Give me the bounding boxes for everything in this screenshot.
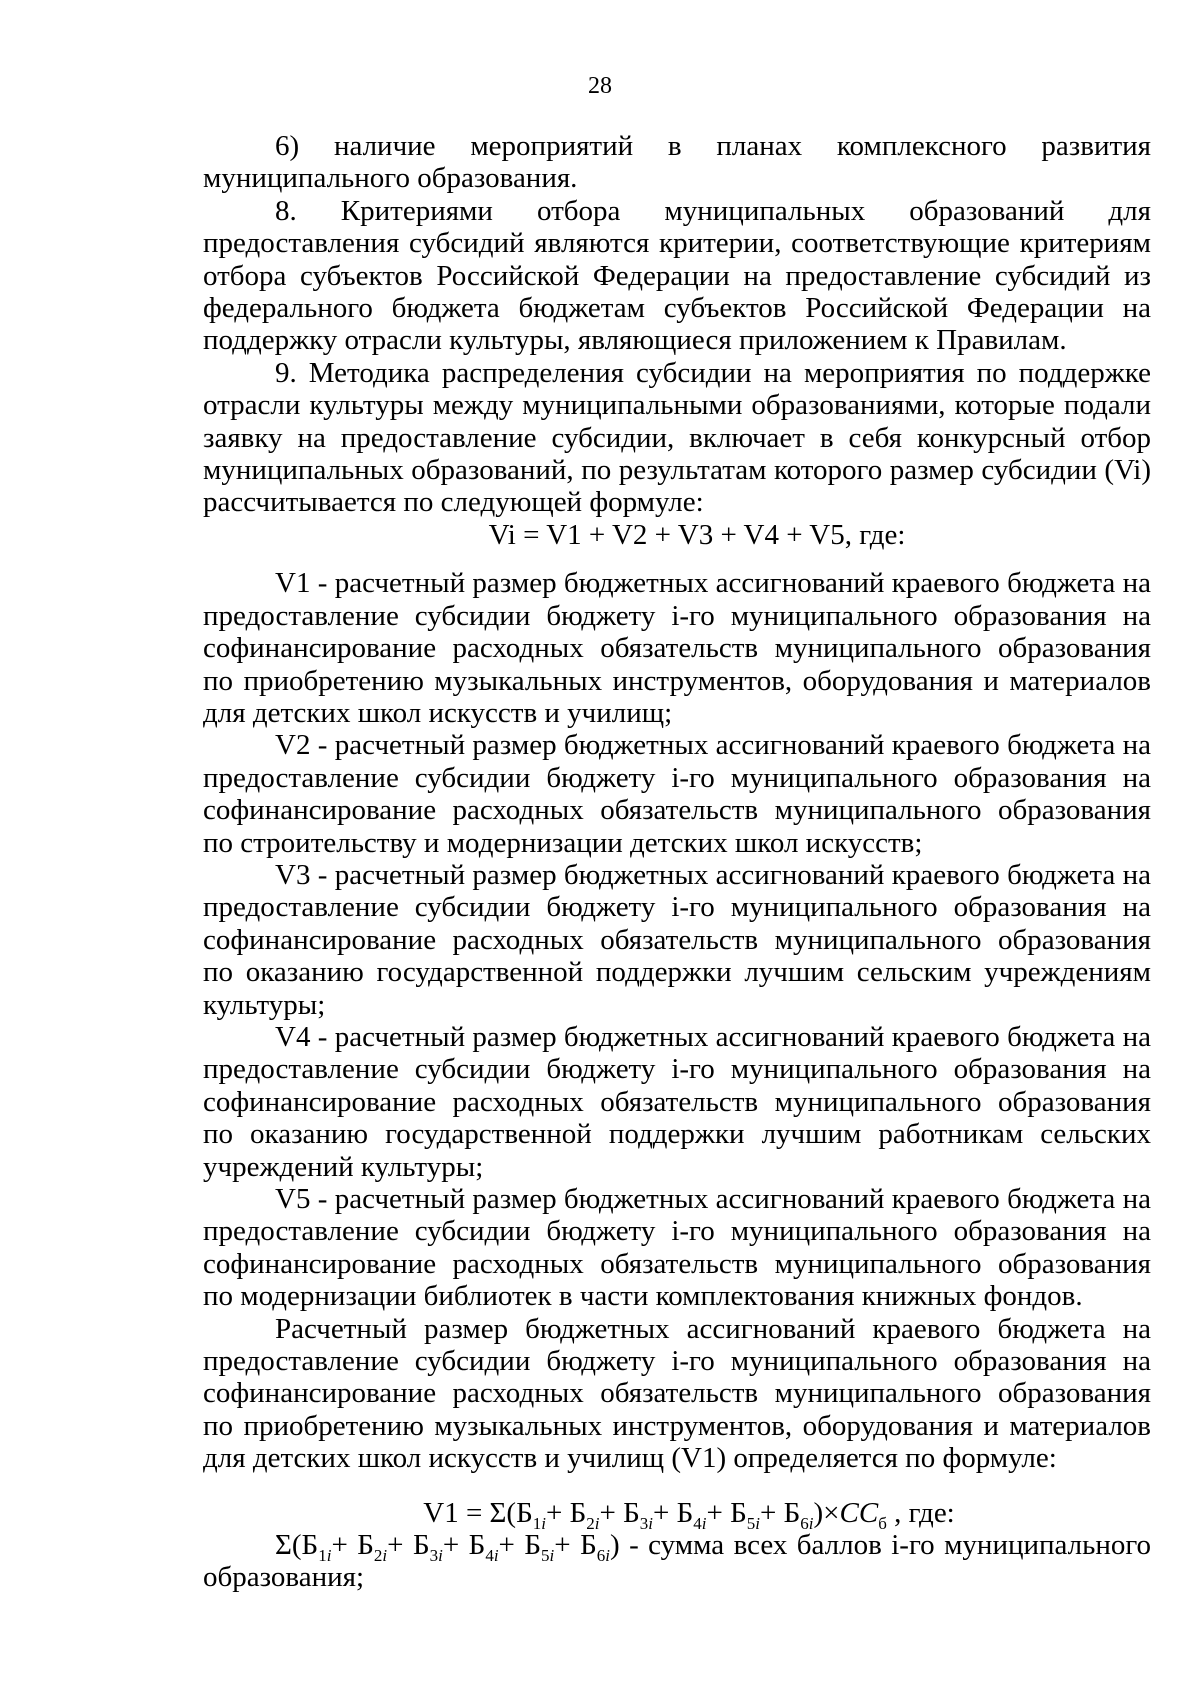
sum-terms <box>301 1529 620 1565</box>
sum-term-2-subscript: 2i <box>373 1545 388 1565</box>
sum-term-5-separator: + <box>554 1529 581 1562</box>
sum-term-3-subscript: 3i <box>429 1545 443 1565</box>
sum-term-1: Б <box>301 1529 319 1562</box>
sum-term-2: Б <box>357 1529 374 1562</box>
paragraph-v1-calculation: Расчетный размер бюджетных ассигнований краевого бюджета на предоставление субсидии бюджету i-го муниципального образования на софинансирование расходных обязательств муниципального образования по приобретению музыкальных инструментов, оборудования и материалов для детских школ искусств и училищ (V1) определяется по формуле: <box>203 1312 1151 1475</box>
sum-term-4-subscript: 4i <box>485 1545 499 1565</box>
sum-term-5-subscript: 5i <box>541 1545 555 1565</box>
formula-v1-cc: СС <box>839 1496 879 1529</box>
page-number: 28 <box>588 73 612 99</box>
formula-v1-term-3: Б <box>623 1496 640 1529</box>
sum-term-3-separator: + <box>442 1529 469 1562</box>
formula-v1-term-2: Б <box>569 1496 587 1529</box>
formula-v1 <box>203 1496 1151 1533</box>
formula-v1-term-4: Б <box>676 1496 694 1529</box>
formula-v1-suffix: , где: <box>886 1496 955 1529</box>
sum-term-6-separator: ) <box>609 1529 620 1562</box>
sum-definition <box>203 1529 1151 1594</box>
formula-v1-term-6-subscript: 6i <box>800 1513 814 1533</box>
formula-v1-prefix: V1 = Σ( <box>423 1496 517 1529</box>
sum-term-1-separator: + <box>331 1529 358 1562</box>
formula-v1-term-5-subscript: 5i <box>746 1513 760 1533</box>
formula-v1-term-4-subscript: 4i <box>693 1513 707 1533</box>
formula-v1-term-6: Б <box>783 1496 801 1529</box>
sum-term-5: Б <box>524 1529 542 1562</box>
definition-v1: V1 - расчетный размер бюджетных ассигнований краевого бюджета на предоставление субсидии бюджету i-го муниципального образования на софинансирование расходных обязательств муниципального образования по приобретению музыкальных инструментов, оборудования и материалов для детских школ искусств и училищ; <box>203 567 1151 729</box>
sum-term-6: Б <box>580 1529 597 1562</box>
definition-v4: V4 - расчетный размер бюджетных ассигнований краевого бюджета на предоставление субсидии бюджету i-го муниципального образования на софинансирование расходных обязательств муниципального образования по оказанию государственной поддержки лучшим работникам сельских учреждений культуры; <box>203 1020 1151 1183</box>
formula-v1-term-1: Б <box>516 1496 533 1529</box>
formula-v1-terms <box>516 1496 824 1533</box>
paragraph-item-8-criteria: 8. Критериями отбора муниципальных образований для предоставления субсидий являются критерии, соответствующие критериям отбора субъектов Российской Федерации на предоставление субсидий из федерального бюджета бюджетам субъектов Российской Федерации на поддержку отрасли культуры, являющиеся приложением к Правилам. <box>203 194 1151 357</box>
sum-term-1-subscript: 1i <box>318 1545 332 1565</box>
formula-v1-term-1-separator: + <box>545 1496 570 1529</box>
formula-v1-cc-sub: б <box>878 1513 887 1533</box>
formula-v1-times: × <box>823 1496 840 1529</box>
sum-term-4: Б <box>468 1529 486 1562</box>
formula-v1-term-3-separator: + <box>652 1496 677 1529</box>
formula-v1-term-2-subscript: 2i <box>586 1513 600 1533</box>
paragraph-item-6: 6) наличие мероприятий в планах комплексного развития муниципального образования. <box>203 130 1151 195</box>
sum-prefix: Σ( <box>275 1529 302 1562</box>
paragraph-item-9-methodology: 9. Методика распределения субсидии на мероприятия по поддержке отрасли культуры между муниципальными образованиями, которые подали заявку на предоставление субсидии, включает в себя конкурсный отбор муниципальных образований, по результатам которого размер субсидии (Vi) рассчитывается по следующей формуле: <box>203 356 1151 519</box>
sum-text: - сумма всех баллов i-го муниципального образования; <box>203 1529 1152 1594</box>
sum-term-3: Б <box>412 1529 430 1562</box>
formula-v1-term-1-subscript: 1i <box>532 1513 546 1533</box>
document-body <box>203 130 1151 1594</box>
sum-term-2-separator: + <box>387 1529 413 1562</box>
formula-v1-term-3-subscript: 3i <box>639 1513 653 1533</box>
sum-term-6-subscript: 6i <box>596 1545 610 1565</box>
formula-v1-term-6-separator: ) <box>813 1496 824 1529</box>
definition-v3: V3 - расчетный размер бюджетных ассигнований краевого бюджета на предоставление субсидии бюджету i-го муниципального образования на софинансирование расходных обязательств муниципального образования по оказанию государственной поддержки лучшим сельским учреждениям культуры; <box>203 858 1151 1021</box>
formula-v1-term-5-separator: + <box>759 1496 784 1529</box>
formula-vi: Vi = V1 + V2 + V3 + V4 + V5, где: <box>488 518 906 551</box>
formula-v1-term-4-separator: + <box>706 1496 731 1529</box>
formula-v1-term-2-separator: + <box>599 1496 624 1529</box>
definition-v2: V2 - расчетный размер бюджетных ассигнований краевого бюджета на предоставление субсидии бюджету i-го муниципального образования на софинансирование расходных обязательств муниципального образования по строительству и модернизации детских школ искусств; <box>203 729 1151 859</box>
sum-term-4-separator: + <box>498 1529 525 1562</box>
formula-v1-term-5: Б <box>730 1496 747 1529</box>
definition-v5: V5 - расчетный размер бюджетных ассигнований краевого бюджета на предоставление субсидии бюджету i-го муниципального образования на софинансирование расходных обязательств муниципального образования по модернизации библиотек в части комплектования книжных фондов. <box>203 1183 1151 1313</box>
